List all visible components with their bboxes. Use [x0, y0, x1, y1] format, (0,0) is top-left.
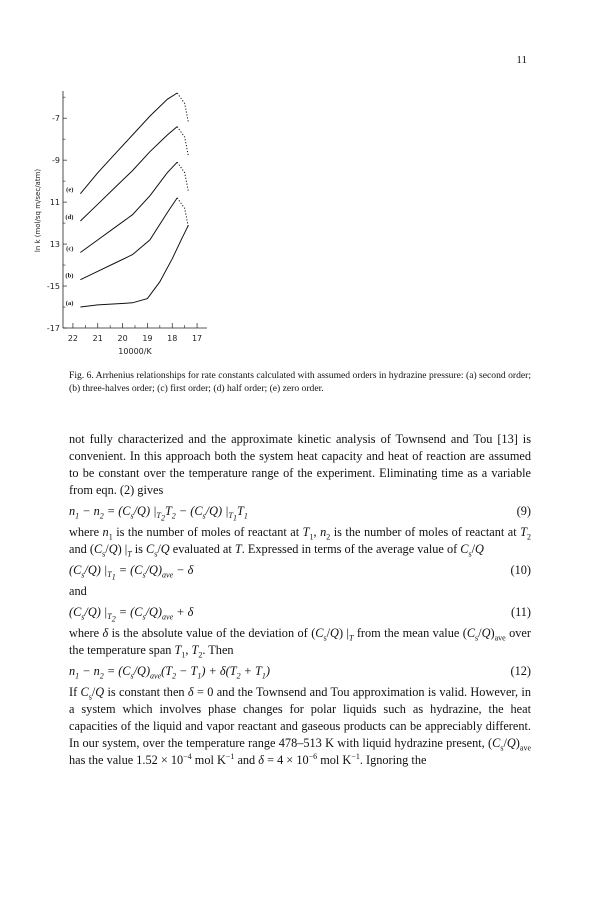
equation-9: [69, 503, 531, 524]
equation-10-number: (10): [510, 563, 531, 577]
x-tick-label: 19: [142, 334, 153, 343]
y-tick-label: -9: [52, 156, 60, 166]
series-tail-1: [177, 127, 188, 156]
series-line-4: [80, 225, 188, 307]
x-tick-label: 20: [117, 334, 128, 343]
x-tick-label: 17: [191, 334, 203, 343]
series-line-3: [80, 198, 177, 280]
equation-9-number: (9): [516, 504, 531, 518]
series-label: (b): [65, 272, 74, 280]
equation-10-expr: $(C_s/Q) |_{T_1} = (C_s/Q)_{ave} - \delta$: [69, 563, 194, 583]
arrhenius-figure: [0, 0, 595, 380]
series-label: (a): [65, 300, 74, 308]
and-text: and: [69, 584, 87, 598]
series-label: (c): [66, 245, 74, 253]
paragraph-4: If $C_s/Q$ is constant then δ = 0 and the Townsend and Tou approximation is valid. However, in a system which involves phase changes for polar liquids such as hydrazine, the heat capacities of the liquid and vapor reactant and gaseous products can be appreciably different. In our system, over the temperature range 478–513 K with liquid hydrazine present, $(C_s/Q)_{ave}$ has the value $1.52 \times 10^{-4}$ mol $K^{-1}$ and $\delta = 4 \times 10^{-6}$ mol $K^{-1}$. Ignoring the: [69, 685, 531, 767]
x-axis-label: 10000/K: [118, 347, 152, 356]
paragraph-2: where $n_1$ is the number of moles of reactant at $T_1$, $n_2$ is the number of moles of reactant at $T_2$ and $(C_s/Q)$ $|_T$ is $C_s/Q$ evaluated at T. Expressed in terms of the average value of $C_s/Q$: [69, 525, 531, 559]
x-tick-label: 18: [167, 334, 178, 343]
equation-11-expr: $(C_s/Q) |_{T_2} = (C_s/Q)_{ave} + \delta$: [69, 605, 194, 625]
series-tail-2: [177, 162, 188, 191]
equation-9-expr: $n_1 - n_2 = (C_s/Q) |_{T_2}T_2 - (C_s/Q)$ $|_{T_1}T_1$: [69, 504, 248, 524]
equation-11-number: (11): [510, 605, 531, 619]
equation-12-number: (12): [510, 664, 531, 678]
equation-10: [69, 562, 531, 583]
series-line-1: [80, 127, 177, 221]
equation-11: [69, 604, 531, 625]
series-label: (d): [65, 213, 74, 221]
paragraph-3: where δ is the absolute value of the deviation of $(C_s/Q)$ $|_T$ from the mean value $(C_s/Q)_{ave}$ over the temperature span $T_1$, $T_2$. Then: [69, 626, 531, 660]
y-tick-label: -17: [46, 324, 60, 333]
page-number: 11: [516, 54, 527, 66]
series-label: (e): [66, 186, 74, 194]
x-tick-label: 21: [92, 334, 103, 343]
body-text: [69, 431, 531, 769]
equation-12: [69, 663, 531, 680]
y-tick-label: 11: [49, 198, 60, 208]
series-tail-0: [177, 93, 188, 122]
y-tick-label: -15: [46, 282, 60, 292]
y-tick-label: 13: [49, 240, 60, 250]
series-tail-3: [177, 198, 188, 227]
y-tick-label: -7: [52, 114, 60, 124]
y-axis-label: ln k (mol/sq m/sec/atm): [34, 168, 42, 253]
figure-caption: Fig. 6. Arrhenius relationships for rate constants calculated with assumed orders in hydrazine pressure: (a) second order; (b) three-halves order; (c) first order; (d) half order; (e) zero order.: [69, 370, 531, 394]
series-group: [65, 93, 188, 307]
equation-12-expr: $n_1 - n_2 = (C_s/Q)_{ave}(T_2 - T_1) + \delta(T_2 + T_1)$: [69, 664, 270, 681]
paragraph-1: not fully characterized and the approximate kinetic analysis of Townsend and Tou [13] is convenient. In this approach both the system heat capacity and heat of reaction are assumed to be constant over the temperature range of the experiment. Eliminating time as a variable from eqn. (2) gives: [69, 432, 531, 497]
x-tick-label: 22: [67, 334, 79, 343]
